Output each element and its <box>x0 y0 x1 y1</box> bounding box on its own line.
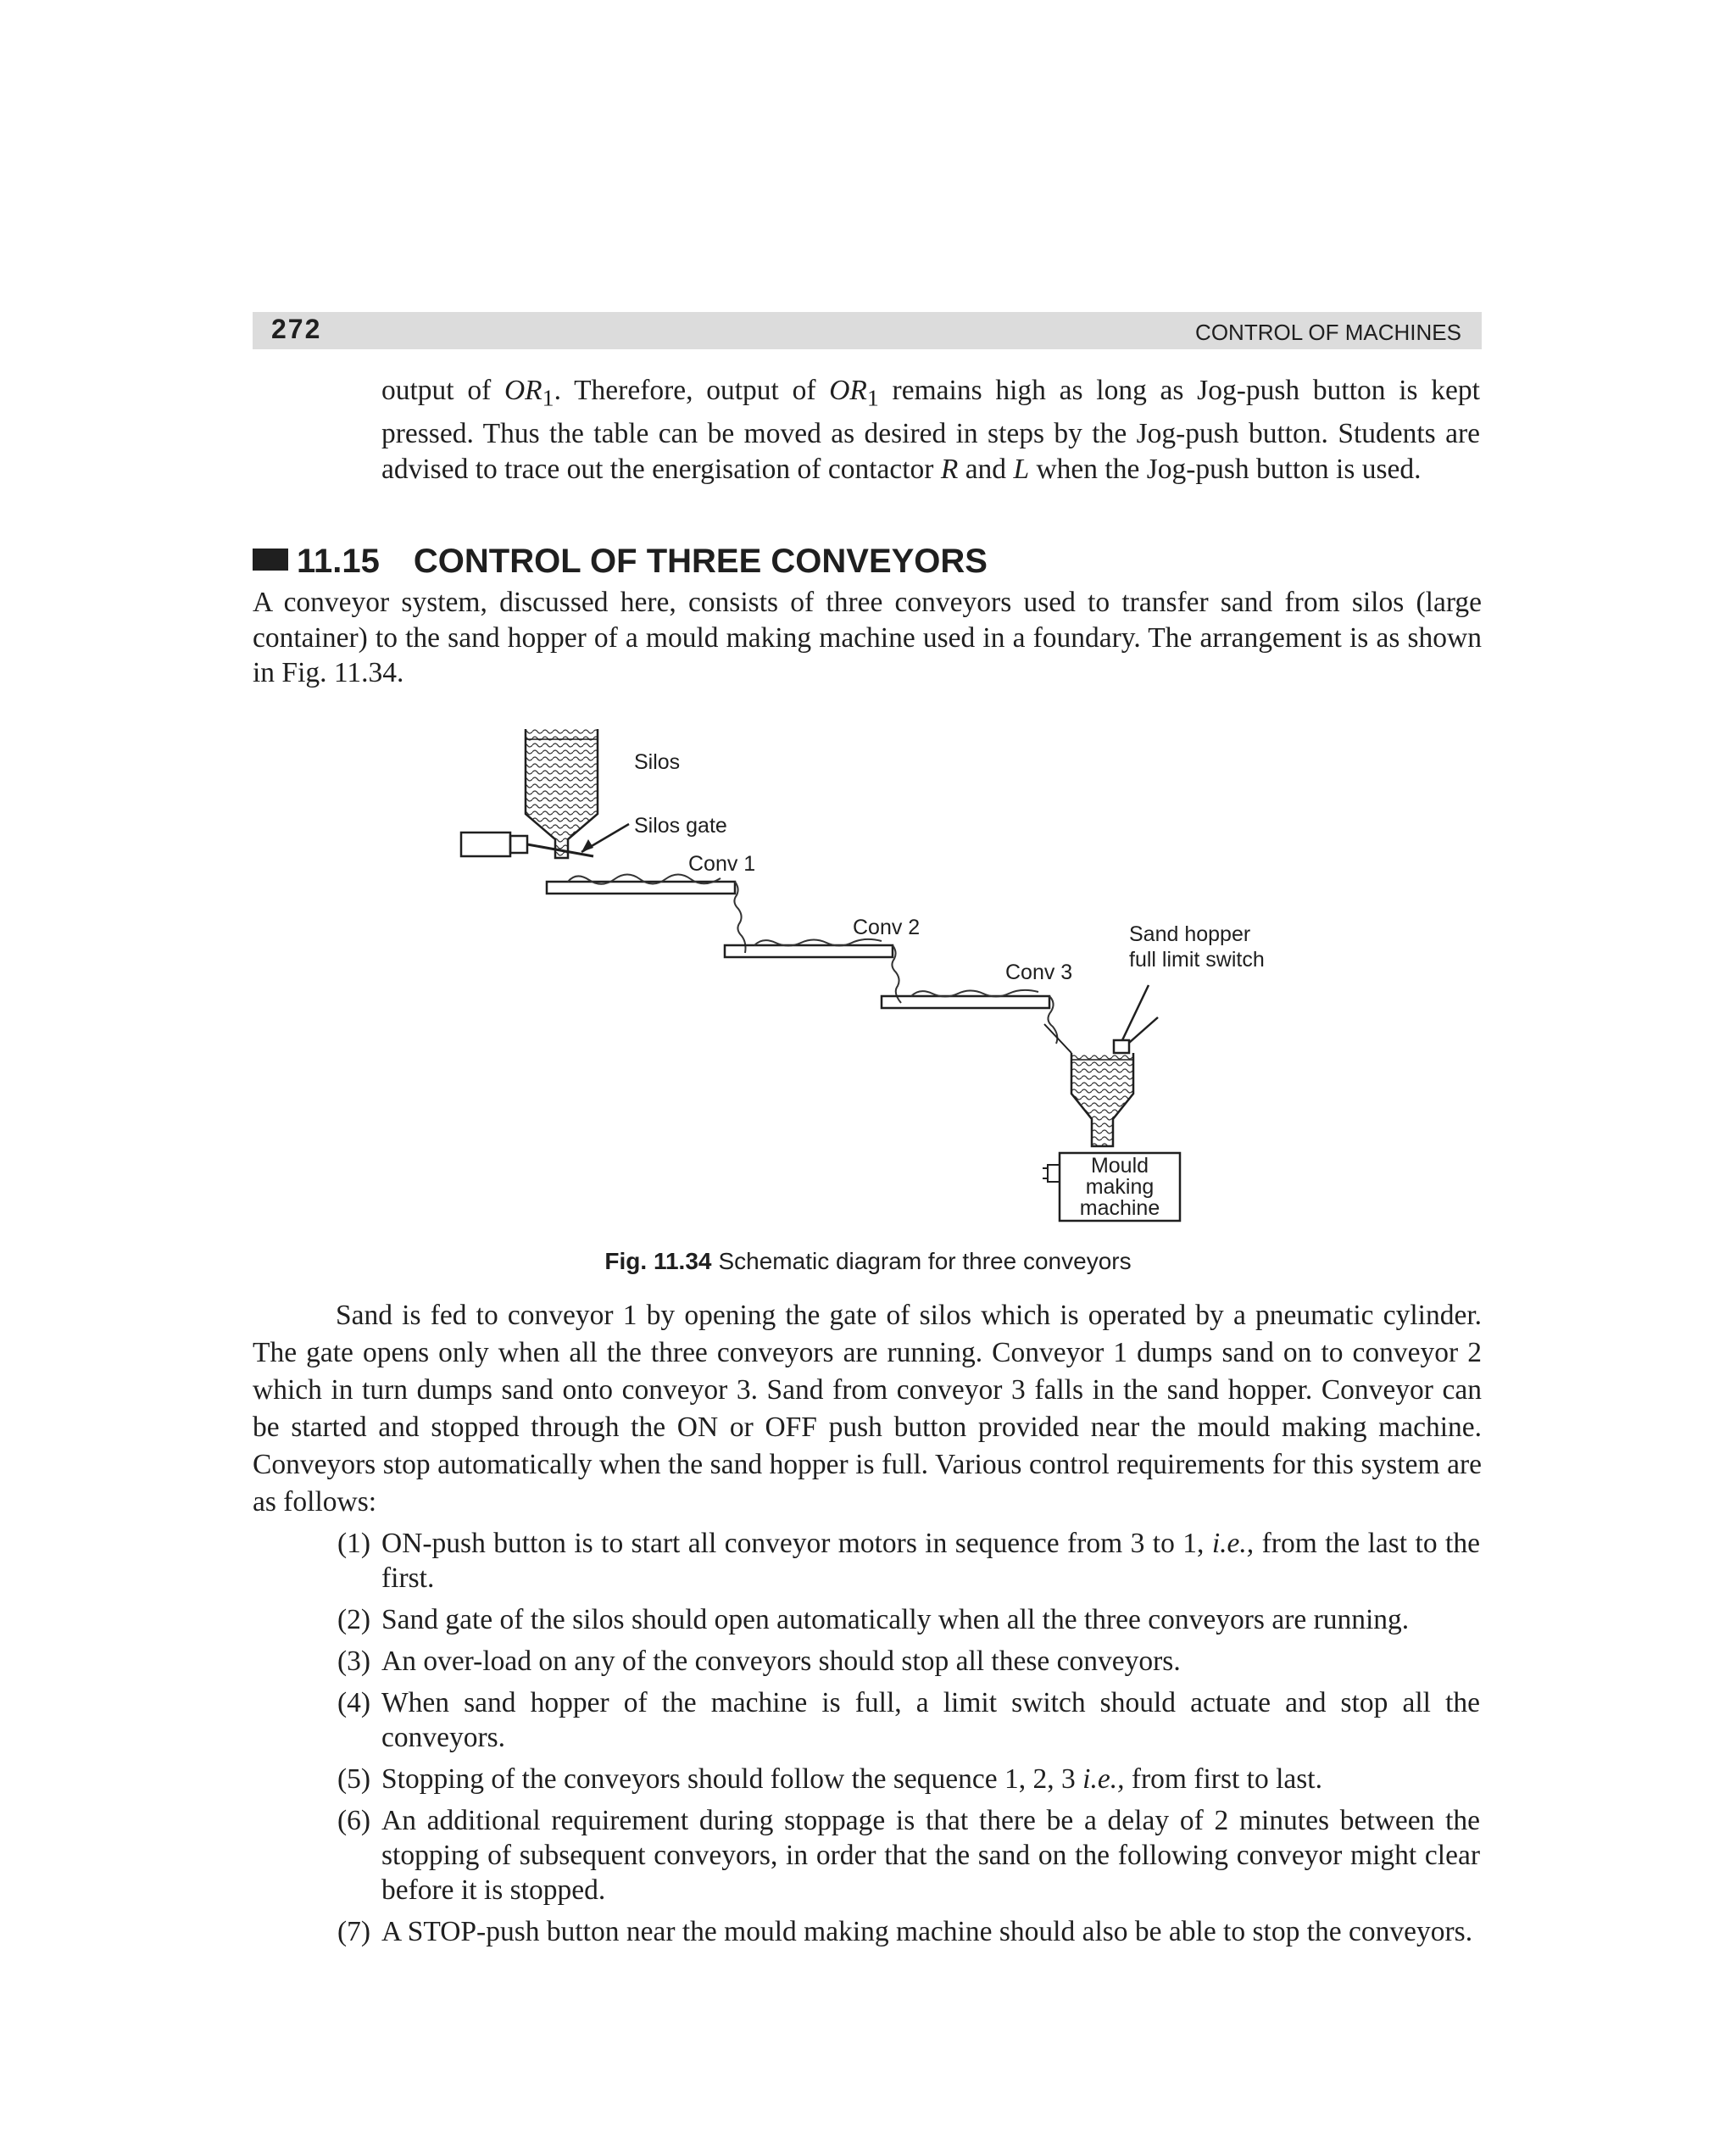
hopper-label-line2: full limit switch <box>1129 948 1265 972</box>
conv2-label: Conv 2 <box>853 916 921 939</box>
heading-square-icon <box>253 549 288 571</box>
section-intro-paragraph: A conveyor system, discussed here, consists of three conveyors used to transfer sand from silos (large container) to the sand hopper of a mould making machine used in a foundary. The arrangement is as shown in Fig. 11.34. <box>253 587 1482 688</box>
list-item: (3) An over-load on any of the conveyors should stop all these conveyors. <box>337 1646 1181 1677</box>
machine-label-line2: making <box>1085 1175 1155 1199</box>
list-item: (6) An additional requirement during stoppage is that there be a delay of 2 minutes between the stopping of subsequent conveyors, in order that the sand on the following conveyor might clear before it is stopped. <box>337 1805 1480 1906</box>
list-item: (1) ON-push button is to start all conveyor motors in sequence from 3 to 1, i.e., from the last to the first. <box>337 1528 1480 1594</box>
section-number: 11.15 <box>297 543 380 580</box>
conv1-label: Conv 1 <box>688 852 756 876</box>
body-paragraph: Sand is fed to conveyor 1 by opening the gate of silos which is operated by a pneumatic cylinder. The gate opens only when all the three conveyors are running. Conveyor 1 dumps sand on to conveyor 2 which in turn dumps sand onto conveyor 3. Sand from conveyor 3 falls in the sand hopper. Conveyor can be started and stopped through the ON or OFF push button provided near the mould making machine. Conveyors stop automatically when the sand hopper is full. Various control requirements for this system are as follows: <box>253 1300 1482 1518</box>
hopper-full-limit-switch <box>1114 985 1158 1053</box>
list-item: (5) Stopping of the conveyors should follow the sequence 1, 2, 3 i.e., from first to last. <box>337 1763 1322 1795</box>
conv3-label: Conv 3 <box>1005 961 1073 984</box>
list-item: (7) A STOP-push button near the mould making machine should also be able to stop the conveyors. <box>337 1916 1473 1947</box>
section-title: CONTROL OF THREE CONVEYORS <box>413 543 988 580</box>
section-heading <box>253 543 988 581</box>
machine-label-line3: machine <box>1079 1196 1160 1220</box>
sand-hopper <box>1044 1024 1133 1146</box>
conveyor-3 <box>882 990 1057 1044</box>
requirements-list <box>337 1526 1480 1956</box>
silos-gate-label: Silos gate <box>634 814 727 838</box>
pneumatic-cylinder <box>461 833 593 856</box>
figure-caption-text: Schematic diagram for three conveyors <box>718 1248 1132 1274</box>
figure-caption <box>0 1248 1736 1275</box>
page-number: 272 <box>271 314 322 344</box>
list-item: (4) When sand hopper of the machine is full, a limit switch should actuate and stop all the conveyors. <box>337 1687 1480 1753</box>
list-item: (2) Sand gate of the silos should open automatically when all the three conveyors are running. <box>337 1604 1410 1635</box>
conveyor-1 <box>547 875 746 954</box>
machine-label-line1: Mould <box>1090 1154 1149 1178</box>
conveyor-schematic-figure <box>441 721 1339 1229</box>
intro-paragraph: output of $OR_1$. Therefore, output of $OR_1$ remains high as long as Jog-push button is kept pressed. Thus the table can be moved as desired in steps by the Jog-push button. Students are advised to trace out the energisation of contactor R and L when the Jog-push button is used. <box>381 375 1480 485</box>
arrow-head-icon <box>581 839 593 852</box>
running-title: CONTROL OF MACHINES <box>1195 320 1461 345</box>
conveyor-2 <box>725 939 901 1003</box>
hopper-label-line1: Sand hopper <box>1129 922 1251 946</box>
figure-number: Fig. 11.34 <box>604 1248 712 1274</box>
silos-label: Silos <box>634 750 681 774</box>
silos-bin <box>526 729 598 858</box>
